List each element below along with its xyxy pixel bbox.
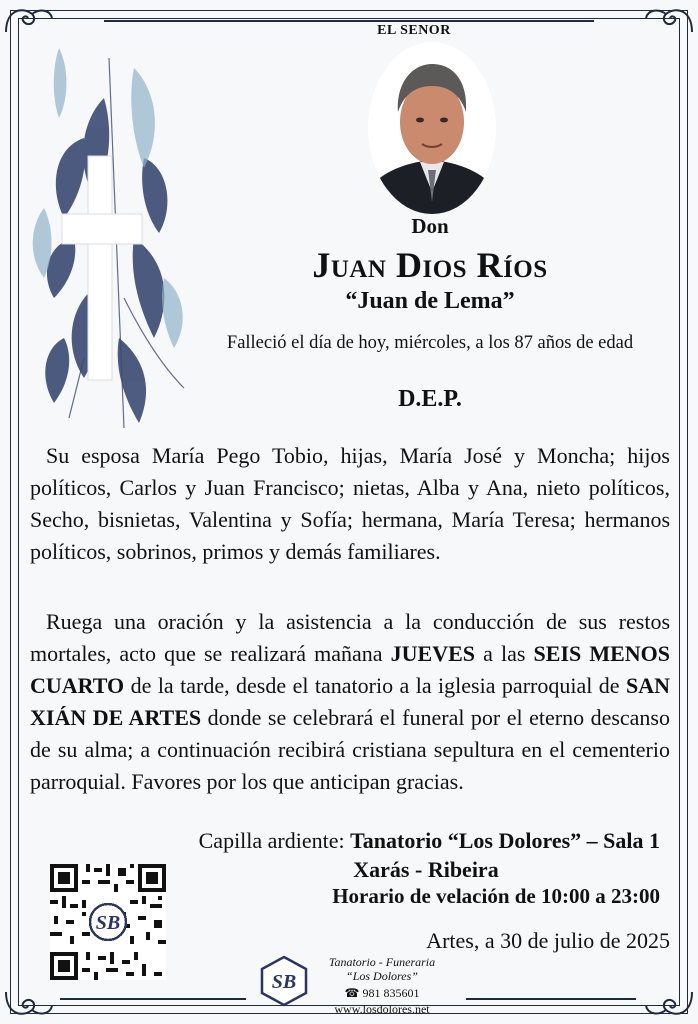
cross-with-leaves-illustration bbox=[24, 38, 194, 438]
chapel-location: Xarás - Ribeira bbox=[353, 857, 499, 882]
rip-text: D.E.P. bbox=[398, 386, 462, 412]
svg-text:SB: SB bbox=[95, 912, 121, 935]
ceremony-text-3: de la tarde, desde el tanatorio a la iglesia parroquial de bbox=[124, 673, 626, 698]
ceremony-text-1: Ruega una oración y la asistencia a la conducción de sus restos mortales, acto que se realizará mañana bbox=[30, 609, 670, 666]
ceremony-paragraph bbox=[30, 606, 670, 798]
honorific-header: EL SENOR bbox=[377, 23, 451, 38]
svg-text:SB: SB bbox=[271, 971, 297, 993]
funeral-home-logo bbox=[258, 955, 310, 1007]
ceremony-day: JUEVES bbox=[390, 641, 476, 666]
funeral-home-line2: “Los Dolores” bbox=[346, 969, 418, 983]
corner-ornament-bottom-left bbox=[2, 986, 54, 1022]
date-place: Artes, a 30 de julio de 2025 bbox=[426, 928, 670, 953]
chapel-label: Capilla ardiente: bbox=[198, 828, 351, 853]
ceremony-text-2: a las bbox=[475, 641, 534, 666]
bottom-rule-right bbox=[466, 998, 636, 1000]
qr-code[interactable] bbox=[50, 864, 166, 980]
bottom-rule-left bbox=[60, 998, 246, 1000]
funeral-chapel-line bbox=[100, 826, 660, 856]
phone-number: 981 835601 bbox=[362, 986, 420, 1000]
family-paragraph: Su esposa María Pego Tobio, hijas, María José y Moncha; hijos políticos, Carlos y Juan Francisco; nietas, Alba y Ana, nieto políticos, Secho, bisnietas, Valentina y Sofía; hermana, María Teresa; hermanos políticos, sobrinos, primos y demás familiares. bbox=[30, 443, 670, 564]
top-rule bbox=[104, 20, 594, 22]
portrait-photo bbox=[368, 42, 496, 214]
ceremony-text-4: donde se celebrará el funeral por el eterno descanso de su alma; a continuación recibirá cristiana sepultura en el cementerio parroquial. Favores por los que anticipan gracias. bbox=[30, 705, 670, 794]
funeral-home-line1: Tanatorio - Funeraria bbox=[328, 955, 436, 969]
corner-ornament-bottom-right bbox=[644, 986, 696, 1022]
deceased-name: Juan Dios Ríos bbox=[312, 245, 548, 285]
funeral-home-name bbox=[312, 955, 452, 983]
honorific-don: Don bbox=[411, 214, 449, 238]
viewing-hours: Horario de velación de 10:00 a 23:00 bbox=[332, 884, 660, 908]
chapel-place: Tanatorio “Los Dolores” – Sala 1 bbox=[350, 828, 660, 853]
funeral-home-phone bbox=[312, 986, 452, 1000]
deceased-alias: “Juan de Lema” bbox=[345, 288, 515, 314]
funeral-home-website[interactable]: www.losdolores.net bbox=[334, 1002, 430, 1016]
ceremony-time: SEIS MENOS CUARTO bbox=[30, 641, 671, 698]
phone-icon: ☎ bbox=[344, 986, 360, 1000]
ceremony-church: SAN XIÁN DE ARTES bbox=[30, 673, 670, 730]
death-notice-line: Falleció el día de hoy, miércoles, a los 87 años de edad bbox=[226, 333, 634, 353]
